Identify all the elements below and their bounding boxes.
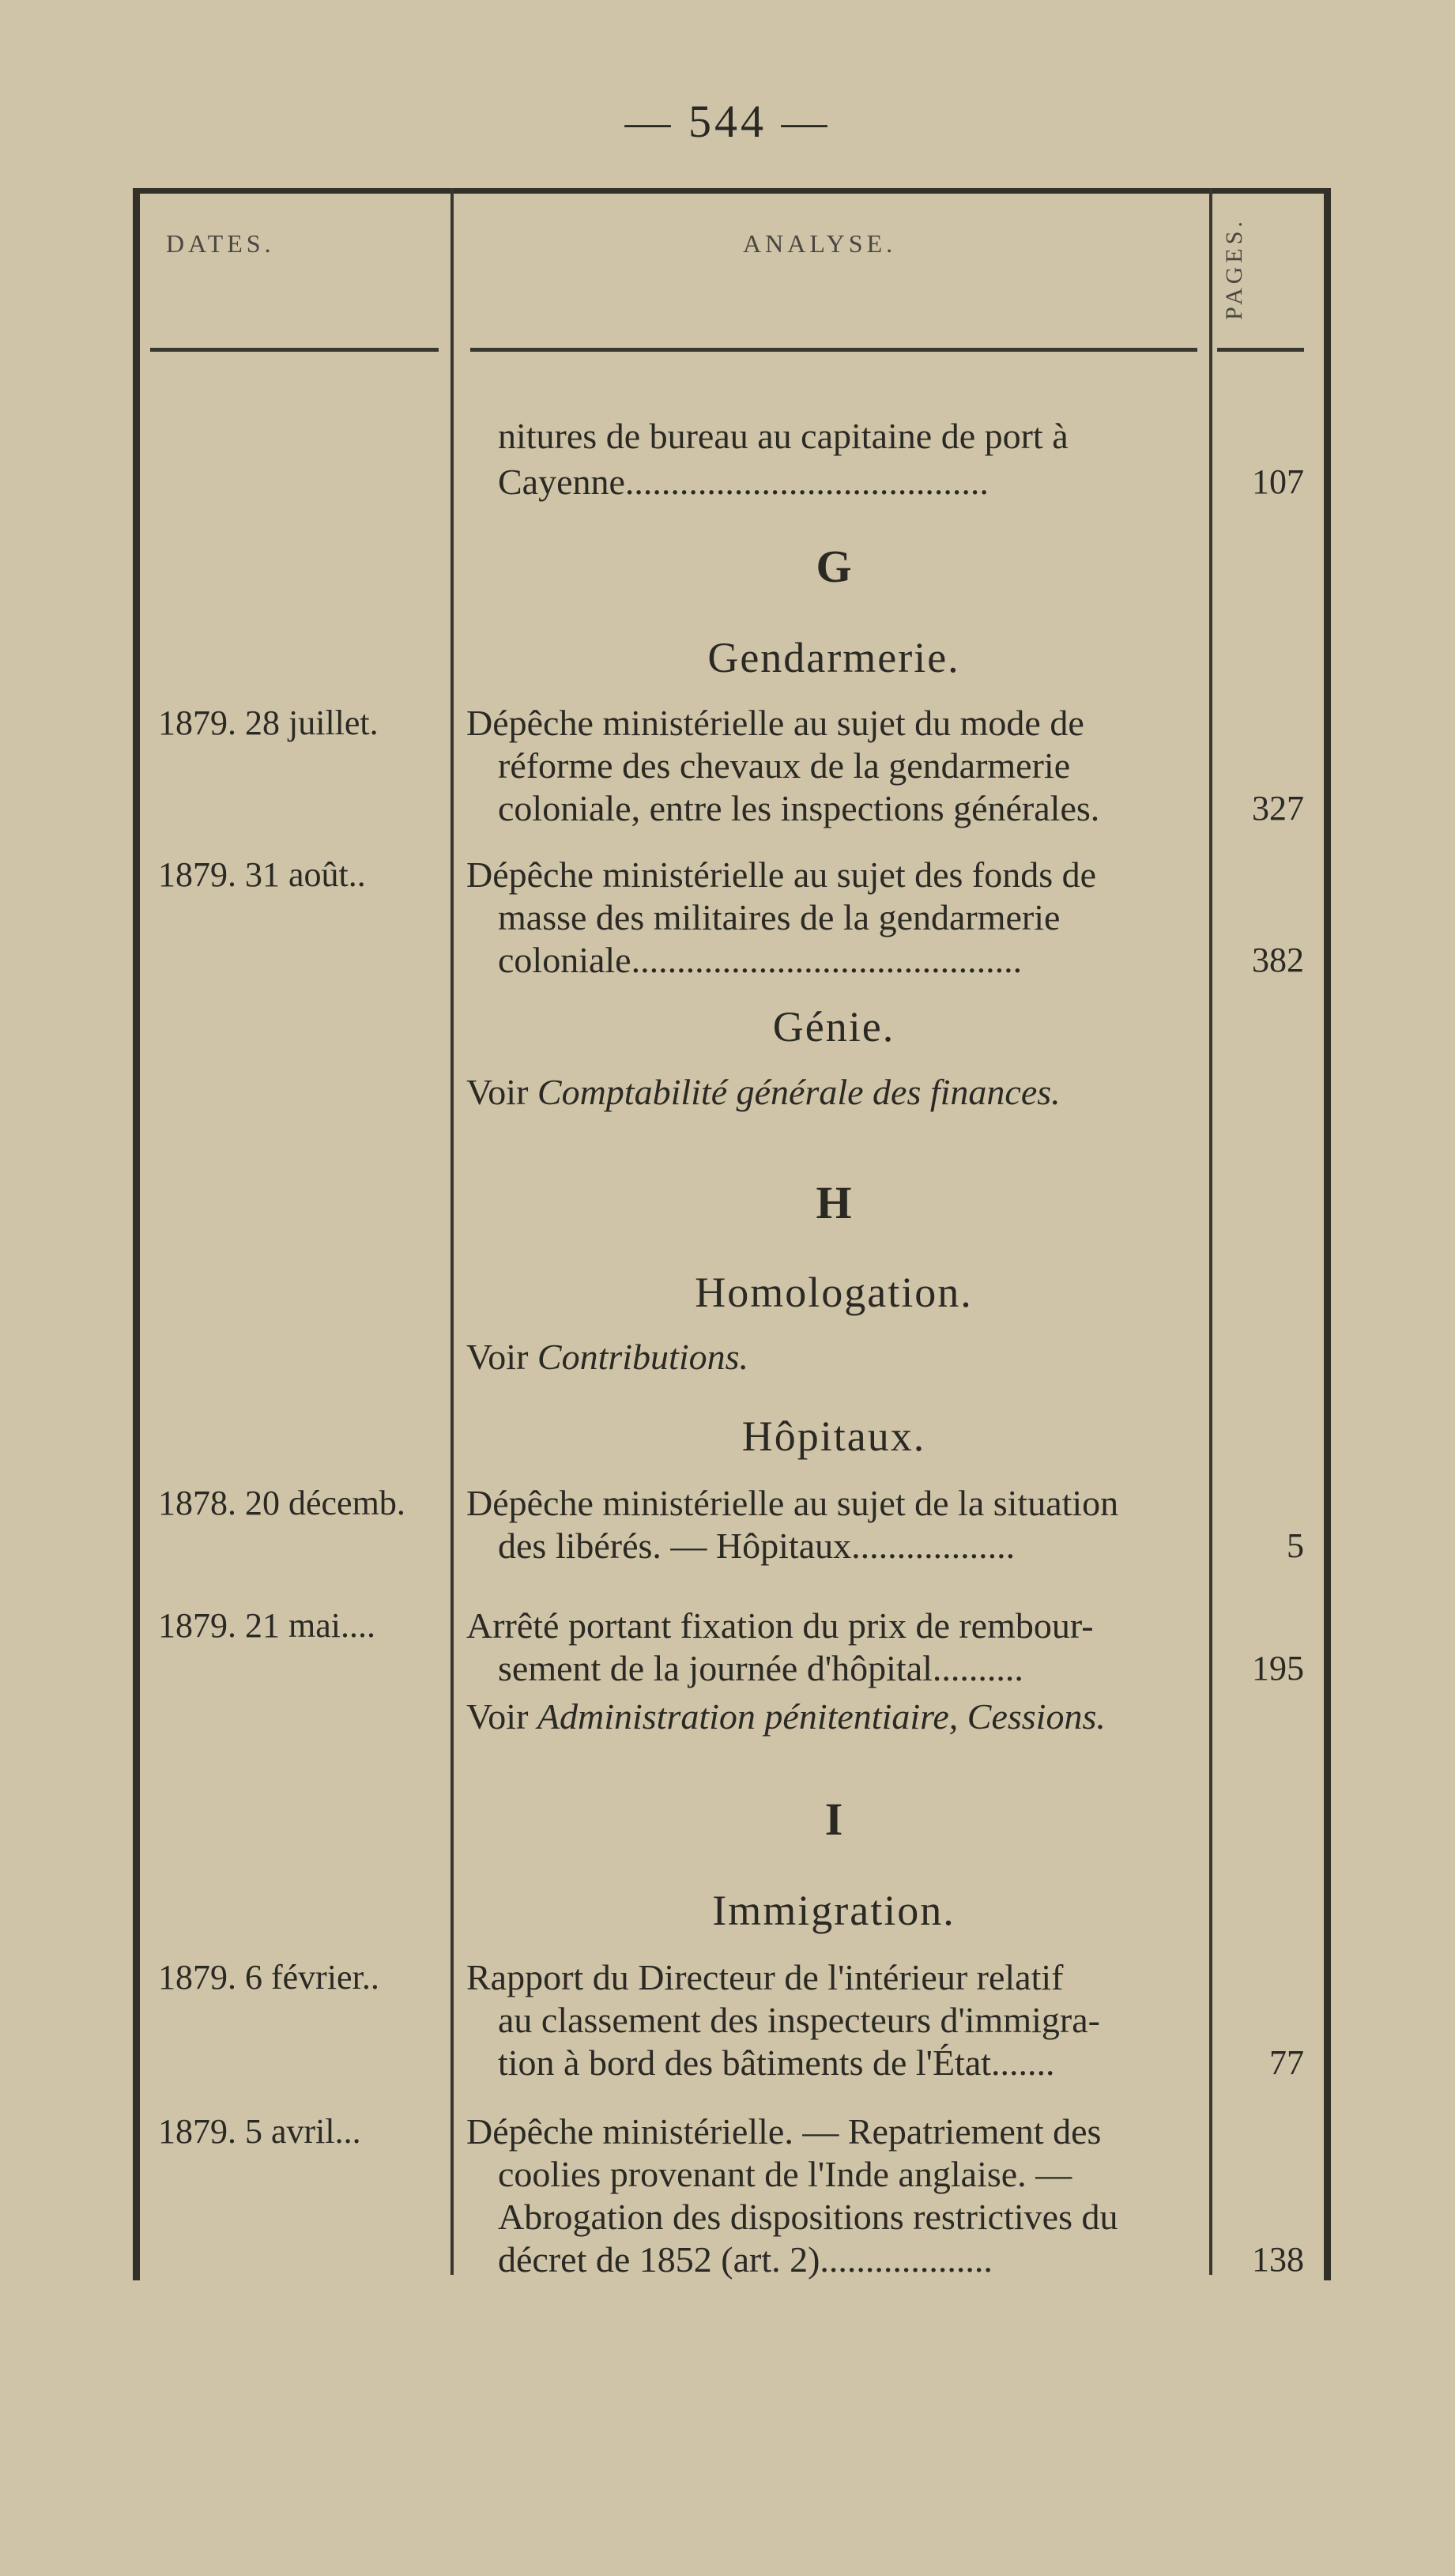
- cross-reference: Voir Comptabilité générale des finances.: [466, 1072, 1061, 1112]
- page-ref: 195: [1252, 1649, 1304, 1688]
- header-rule-dates: [150, 348, 439, 352]
- entry-line: Dépêche ministérielle. — Repatriement des: [466, 2111, 1102, 2152]
- entry-date: 1879. 28 juillet.: [158, 703, 379, 742]
- heading-genie: Génie.: [772, 1003, 895, 1050]
- column-divider-analyse: [1209, 188, 1212, 2275]
- heading-immigration: Immigration.: [712, 1887, 956, 1934]
- entry-line: coloniale, entre les inspections générales.: [498, 788, 1100, 828]
- page-number: — 544 —: [624, 96, 831, 147]
- entry-line: sement de la journée d'hôpital..........: [498, 1648, 1023, 1688]
- entry-line: Abrogation des dispositions restrictives du: [498, 2197, 1118, 2237]
- header-analyse: ANALYSE.: [743, 229, 897, 258]
- entry-line: Rapport du Directeur de l'intérieur relatif: [466, 1957, 1064, 1997]
- heading-homologation: Homologation.: [695, 1269, 973, 1316]
- cross-reference: Voir Contributions.: [466, 1337, 748, 1377]
- header-pages: PAGES.: [1221, 217, 1247, 320]
- entry-date: 1879. 21 mai....: [158, 1606, 375, 1645]
- page-ref: 382: [1252, 941, 1304, 979]
- column-divider-dates: [450, 188, 454, 2275]
- page-ref: 77: [1269, 2043, 1304, 2082]
- entry-line: nitures de bureau au capitaine de port à: [498, 416, 1069, 456]
- entry-line: décret de 1852 (art. 2)...................: [498, 2239, 993, 2280]
- entry-line: masse des militaires de la gendarmerie: [498, 897, 1061, 937]
- header-rule-analyse: [470, 348, 1197, 352]
- entry-date: 1879. 6 février..: [158, 1958, 379, 1997]
- heading-gendarmerie: Gendarmerie.: [707, 634, 960, 681]
- entry-line: Dépêche ministérielle au sujet de la situation: [466, 1483, 1119, 1523]
- header-dates: DATES.: [166, 229, 275, 258]
- page-ref: 5: [1287, 1526, 1304, 1565]
- section-letter-g: G: [816, 541, 852, 592]
- page-ref: 138: [1252, 2240, 1304, 2279]
- entry-line: Dépêche ministérielle au sujet des fonds de: [466, 854, 1097, 895]
- entry-line: réforme des chevaux de la gendarmerie: [498, 745, 1071, 786]
- section-letter-h: H: [816, 1177, 852, 1228]
- entry-date: 1879. 31 août..: [158, 855, 366, 894]
- entry-line: au classement des inspecteurs d'immigra-: [498, 2000, 1100, 2040]
- page-ref: 327: [1252, 789, 1304, 828]
- entry-line: coolies provenant de l'Inde anglaise. —: [498, 2154, 1072, 2194]
- entry-line: coloniale...........................................: [498, 940, 1023, 980]
- entry-line: tion à bord des bâtiments de l'État.......: [498, 2042, 1055, 2083]
- entry-date: 1879. 5 avril...: [158, 2112, 361, 2151]
- entry-date: 1878. 20 décemb.: [158, 1484, 405, 1522]
- section-letter-i: I: [824, 1793, 843, 1845]
- cross-reference: Voir Administration pénitentiaire, Cessions.: [466, 1696, 1106, 1737]
- page-ref: 107: [1252, 462, 1304, 501]
- entry-line: Cayenne........................................: [498, 462, 989, 502]
- entry-line: Arrêté portant fixation du prix de rembour-: [466, 1605, 1094, 1646]
- header-rule-pages: [1217, 348, 1304, 352]
- entry-line: des libérés. — Hôpitaux..................: [498, 1526, 1016, 1566]
- entry-line: Dépêche ministérielle au sujet du mode de: [466, 703, 1084, 743]
- heading-hopitaux: Hôpitaux.: [741, 1412, 926, 1460]
